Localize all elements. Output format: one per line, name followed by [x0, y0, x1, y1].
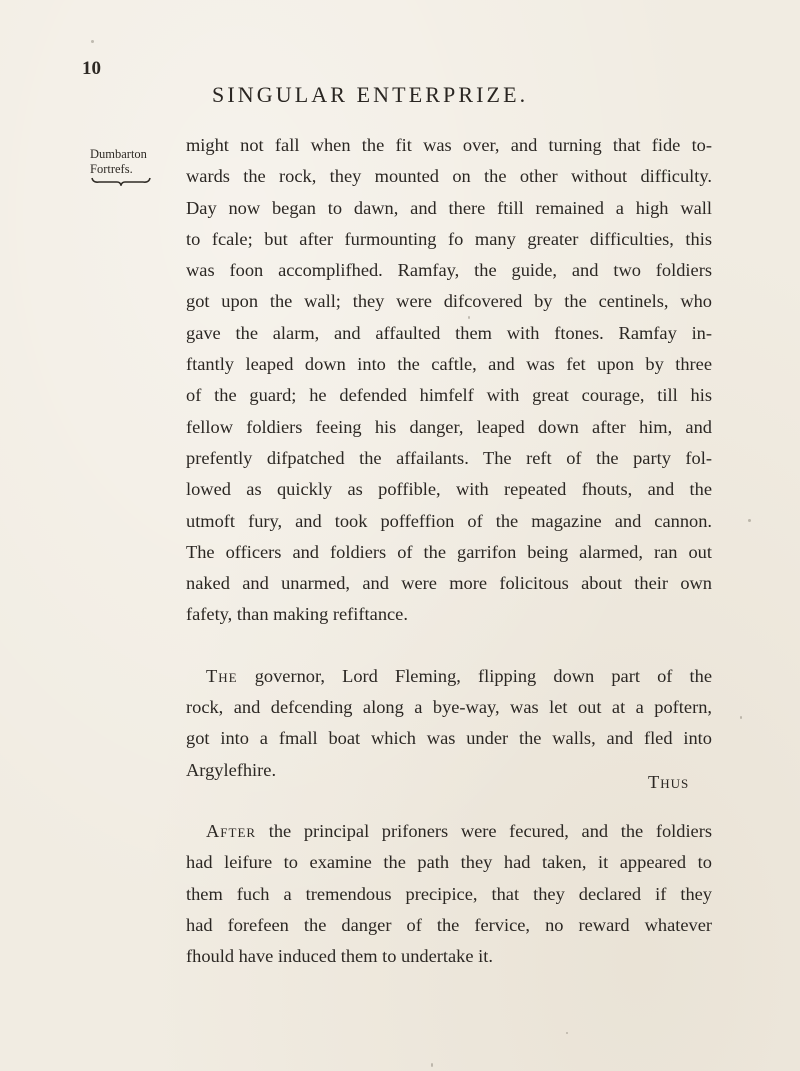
text-line: prefently difpatched the affailants. The reft of the party fol- [186, 447, 712, 468]
text-line: had leifure to examine the path they had taken, it appeared to [186, 852, 712, 873]
text-line: had forefeen the danger of the fervice, no reward whatever [186, 914, 712, 935]
text-line-rest: the principal prifoners were fecured, and the foldiers [268, 820, 712, 841]
text-line: gave the alarm, and affaulted them with ftones. Ramfay in- [186, 322, 712, 343]
text-line-rest: governor, Lord Fleming, flipping down part of the [254, 665, 712, 686]
text-line: was foon accomplifhed. Ramfay, the guide, and two foldiers [186, 260, 712, 281]
margin-note [90, 147, 147, 177]
catchword: Thus [648, 772, 690, 792]
text-line: Day now began to dawn, and there ftill remained a high wall [186, 197, 712, 218]
text-line: naked and unarmed, and were more folicitous about their own [186, 573, 712, 594]
lead-word: The [206, 665, 238, 686]
margin-brace-ornament [91, 176, 151, 186]
text-line: them fuch a tremendous precipice, that they declared if they [186, 883, 712, 904]
paper-speck [468, 316, 470, 319]
paragraph-gap [186, 631, 712, 661]
text-line: wards the rock, they mounted on the other without difficulty. [186, 166, 712, 187]
text-line: rock, and defcending along a bye-way, was let out at a poftern, [186, 697, 712, 718]
text-line: of the guard; he defended himfelf with great courage, till his [186, 385, 712, 406]
paper-speck [431, 1063, 433, 1067]
text-line [186, 816, 712, 847]
text-line: Argylefhire. [186, 759, 277, 780]
paragraph-gap [186, 786, 712, 816]
margin-note-line: Fortrefs. [90, 162, 133, 176]
paragraph-3 [186, 816, 712, 972]
paper-speck [740, 716, 742, 719]
text-line: The officers and foldiers of the garrifon being alarmed, ran out [186, 541, 712, 562]
text-line: to fcale; but after furmounting fo many greater difficulties, this [186, 228, 712, 249]
margin-note-line: Dumbarton [90, 147, 147, 161]
paragraph-2 [186, 661, 712, 786]
text-line: fellow foldiers feeing his danger, leaped down after him, and [186, 416, 712, 437]
page-number: 10 [82, 58, 101, 79]
text-line: fhould have induced them to undertake it. [186, 946, 493, 967]
text-line: ftantly leaped down into the caftle, and was fet upon by three [186, 354, 712, 375]
text-line: might not fall when the fit was over, and turning that fide to- [186, 135, 712, 155]
paper-speck [748, 519, 751, 522]
paper-speck [566, 1032, 568, 1034]
text-line: got upon the wall; they were difcovered by the centinels, who [186, 291, 712, 312]
text-line [186, 661, 712, 692]
running-head: SINGULAR ENTERPRIZE. [212, 82, 529, 107]
paragraph-1 [186, 130, 712, 631]
text-line: lowed as quickly as poffible, with repeated fhouts, and the [186, 479, 712, 500]
body-text [186, 130, 712, 972]
text-line: got into a fmall boat which was under the walls, and fled into [186, 728, 712, 749]
paper-speck [91, 40, 94, 43]
lead-word: After [206, 820, 257, 841]
text-line: fafety, than making refiftance. [186, 604, 408, 625]
text-line: utmoft fury, and took poffeffion of the magazine and cannon. [186, 510, 712, 531]
